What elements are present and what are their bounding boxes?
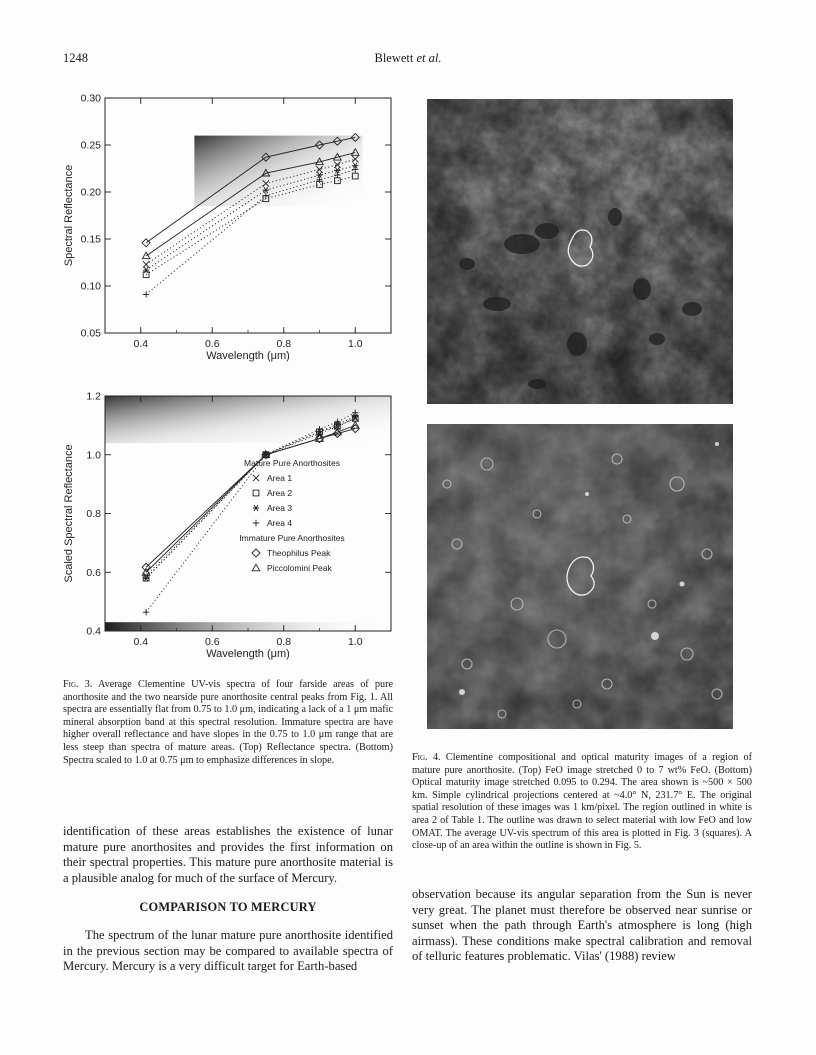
fig3-bottom-chart: [58, 390, 398, 670]
fig4-caption: [412, 752, 752, 853]
y-tick-label: 0.10: [80, 280, 101, 293]
scaled-reflectance-chart-svg: [58, 390, 398, 670]
legend-marker: [252, 549, 260, 557]
omat-image: [427, 424, 733, 729]
fig3-caption: [63, 679, 393, 767]
body-left-column: [63, 824, 393, 975]
y-tick-label: 0.6: [86, 566, 101, 579]
y-tick-label: 0.05: [80, 327, 101, 340]
y-axis-label: Spectral Reflectance: [63, 164, 75, 267]
y-tick-label: 0.20: [80, 186, 101, 199]
data-point: [143, 291, 149, 297]
legend-marker: [253, 490, 259, 496]
x-tick-label: 0.6: [204, 636, 220, 648]
x-tick-label: 1.0: [347, 338, 363, 350]
x-tick-label: 0.8: [276, 338, 292, 350]
data-point: [143, 261, 149, 267]
data-point: [143, 609, 149, 615]
x-tick-label: 0.6: [204, 338, 220, 350]
legend-label: Area 2: [267, 488, 293, 498]
x-tick-label: 0.8: [276, 636, 292, 648]
x-tick-label: 0.4: [133, 338, 149, 350]
feo-image: [427, 99, 733, 404]
legend: [239, 458, 344, 573]
running-head-authors: Blewett: [374, 51, 414, 65]
legend-label: Piccolomini Peak: [267, 563, 332, 573]
fig4-caption-label: Fig. 4.: [412, 752, 441, 763]
legend-label: Area 1: [267, 473, 293, 483]
body-paragraph: observation because its angular separation from the Sun is never very great. The planet must therefore be observed near sunrise or sunset when the path through Earth's atmosphere is long (high airmass). These conditions make spectral calibration and removal of telluric features problematic. Vilas' (1988) review: [412, 887, 752, 964]
fig3-top-chart: [58, 92, 398, 372]
series-line: [146, 429, 355, 568]
y-tick-label: 1.2: [86, 390, 101, 403]
legend-marker: [252, 564, 260, 571]
legend-marker: [253, 520, 259, 526]
running-head-etal: et al.: [416, 51, 442, 65]
y-tick-label: 0.8: [86, 508, 101, 520]
body-right-column: [412, 887, 752, 965]
x-axis-label: Wavelength (μm): [206, 648, 290, 660]
fig3-caption-text: Average Clementine UV-vis spectra of four farside areas of pure anorthosite and the two nearside pure anorthosite central peaks from Fig. 1. All spectra are essentially flat from 0.75 to 1.0 μm, indicating a lack of a 1 μm mafic mineral absorption band at this spectral resolution. Immature spectra are have higher overall reflectance and have slopes in the 0.75 to 1.0 μm range that are less steep than spectra of mature areas. (Top) Reflectance spectra. (Bottom) Spectra scaled to 1.0 at 0.75 μm to emphasize differences in slope.: [63, 679, 393, 766]
x-tick-label: 0.4: [133, 636, 149, 648]
y-tick-label: 0.15: [80, 233, 101, 246]
legend-marker: [253, 505, 259, 511]
y-tick-label: 0.30: [80, 92, 101, 105]
legend-label: Theophilus Peak: [267, 548, 331, 558]
page-number: 1248: [63, 51, 88, 65]
y-tick-label: 0.4: [86, 625, 101, 638]
legend-label: Area 3: [267, 503, 293, 513]
scan-gradient-artifact: [105, 396, 391, 443]
fig3-caption-label: Fig. 3.: [63, 679, 93, 690]
fig4-caption-text: Clementine compositional and optical maturity images of a region of mature pure anorthosite. (Top) FeO image stretched 0 to 7 wt% FeO. (Bottom) Optical maturity image stretched 0.095 to 0.294. The area shown is ~500 × 500 km. Simple cylindrical projections centered at ~4.0° N, 231.7° E. The original spatial resolution of these images was 1 km/pixel. The region outlined in white is area 2 of Table 1. The outline was drawn to select material with low FeO and low OMAT. The average UV-vis spectrum of this area is plotted in Fig. 3 (squares). A close-up of an area within the outline is shown in Fig. 5.: [412, 752, 752, 852]
body-paragraph: identification of these areas establishes the existence of lunar mature pure anorthosites and provides the first information on their spectral properties. This mature pure anorthosite material is a plausible analog for much of the surface of Mercury.: [63, 824, 393, 885]
legend-group-title: Immature Pure Anorthosites: [239, 533, 345, 543]
body-paragraph: The spectrum of the lunar mature pure anorthosite identified in the previous section may be compared to available spectra of Mercury. Mercury is a very difficult target for Earth-based: [63, 927, 393, 974]
y-tick-label: 0.25: [80, 139, 101, 152]
legend-label: Area 4: [267, 518, 293, 528]
y-axis-label: Scaled Spectral Reflectance: [63, 444, 75, 583]
x-axis-label: Wavelength (μm): [206, 350, 290, 362]
legend-marker: [253, 475, 259, 481]
plot-frame: [105, 98, 391, 333]
y-tick-label: 1.0: [86, 449, 101, 462]
section-heading: COMPARISON TO MERCURY: [139, 900, 317, 915]
legend-group-title: Mature Pure Anorthosites: [244, 458, 340, 468]
reflectance-chart-svg: [58, 92, 398, 372]
running-head: [0, 51, 816, 66]
x-tick-label: 1.0: [347, 636, 363, 648]
